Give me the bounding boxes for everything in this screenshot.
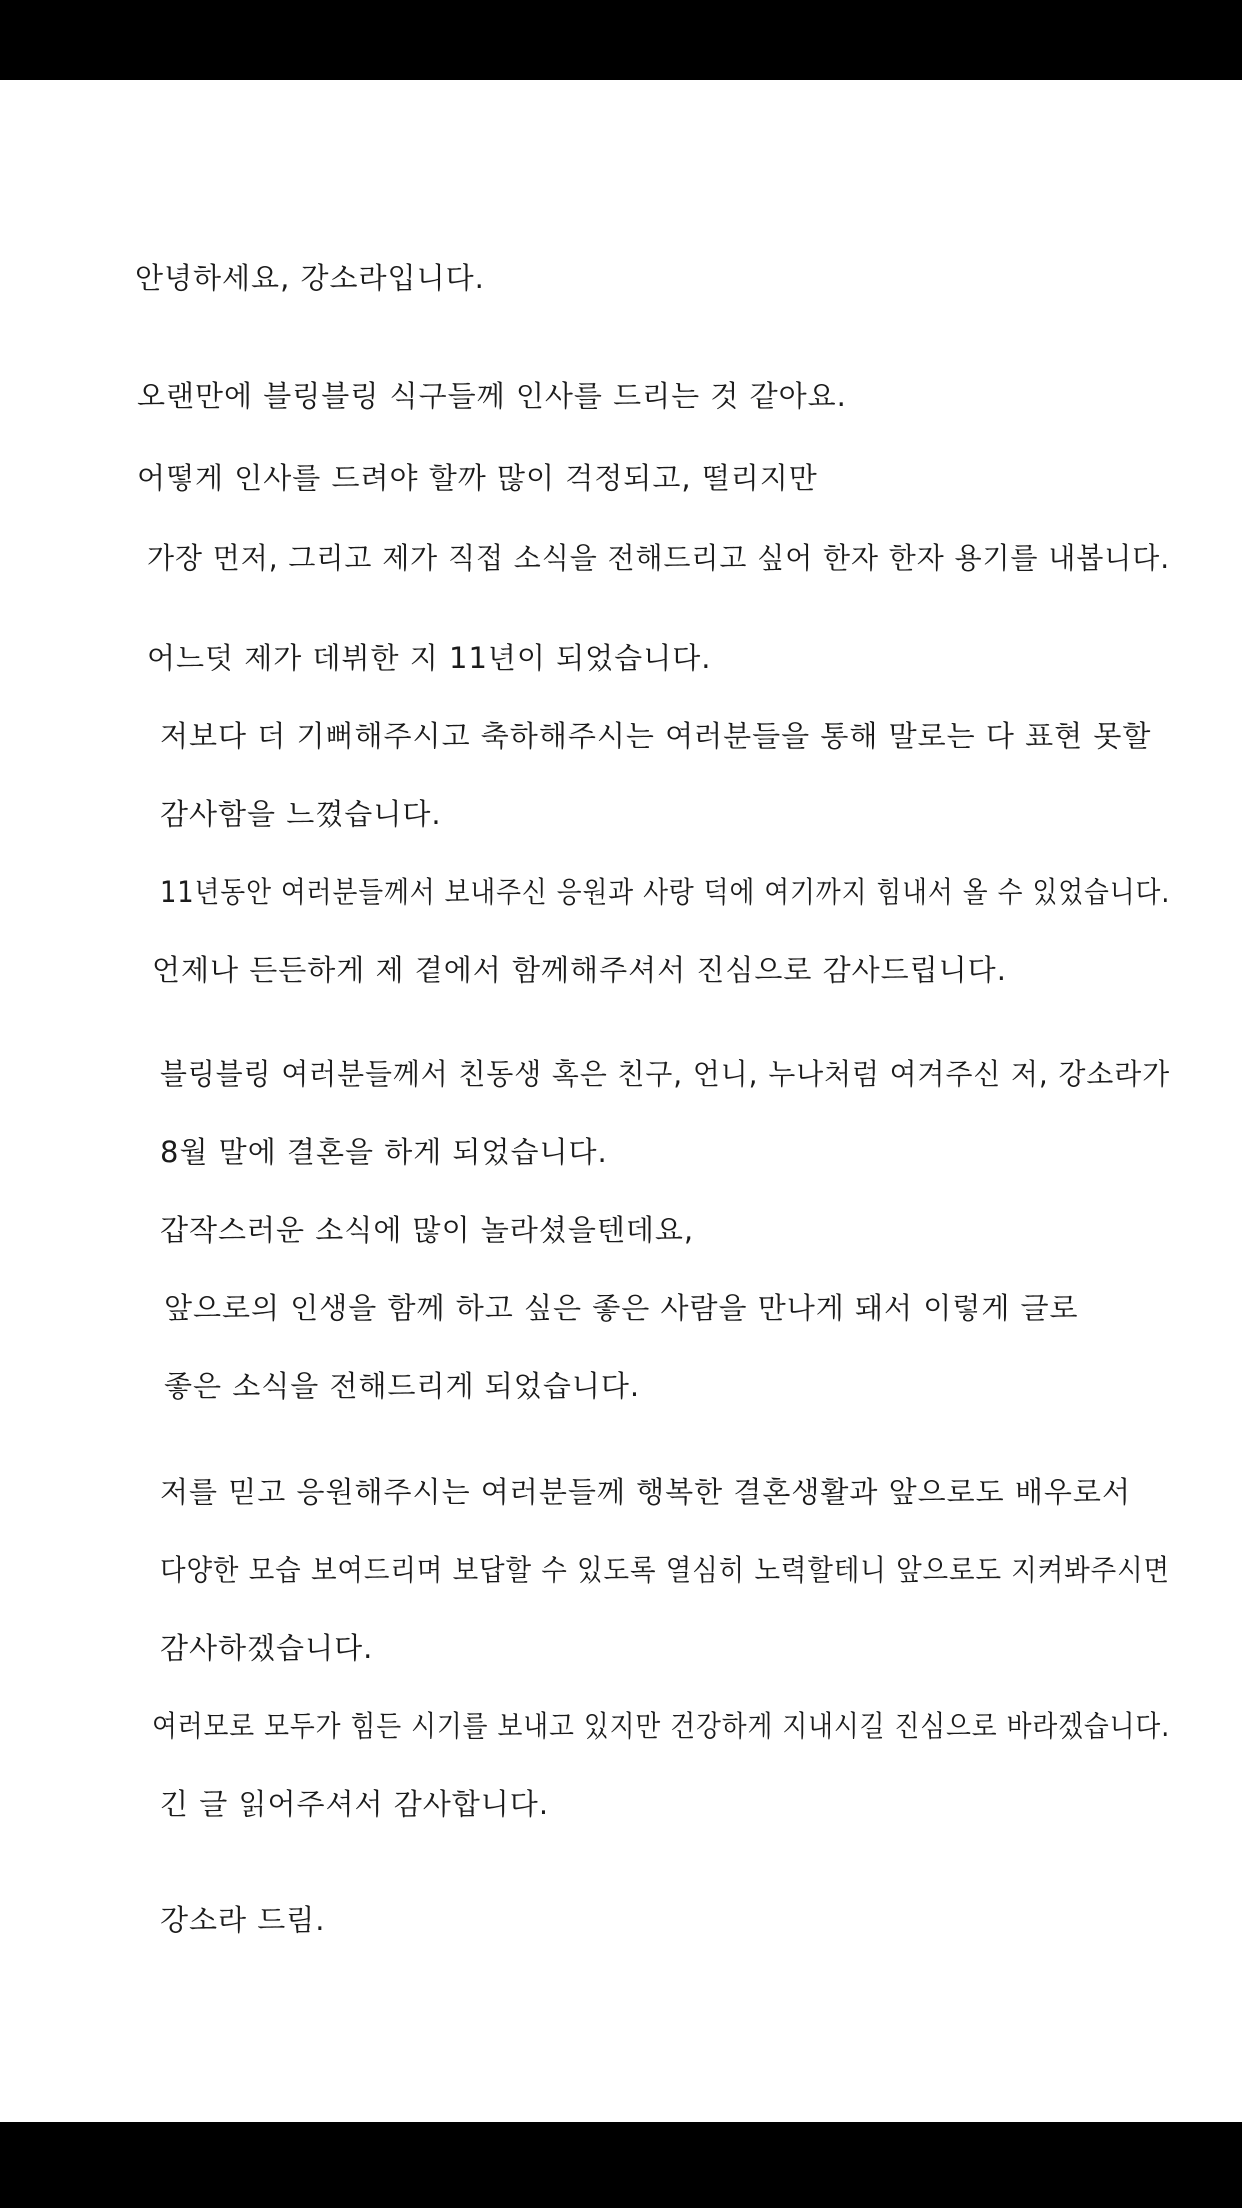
letter-line: 앞으로의 인생을 함께 하고 싶은 좋은 사람을 만나게 돼서 이렇게 글로 — [164, 1291, 1079, 1325]
letter-line: 다양한 모습 보여드리며 보답할 수 있도록 열심히 노력할테니 앞으로도 지켜봐주시면 — [160, 1553, 1171, 1587]
letter-line: 어느덧 제가 데뷔한 지 11년이 되었습니다. — [147, 641, 712, 675]
letter-line: 긴 글 읽어주셔서 감사합니다. — [160, 1787, 550, 1821]
letter-line: 갑작스러운 소식에 많이 놀라셨을텐데요, — [160, 1213, 695, 1247]
letter-line: 저보다 더 기뻐해주시고 축하해주시는 여러분들을 통해 말로는 다 표현 못할 — [160, 719, 1152, 753]
letter-line: 여러모로 모두가 힘든 시기를 보내고 있지만 건강하게 지내시길 진심으로 바라겠습니다. — [152, 1709, 1171, 1743]
top-black-bar — [0, 0, 1242, 80]
letter-line: 좋은 소식을 전해드리게 되었습니다. — [164, 1369, 641, 1403]
letter-line: 언제나 든든하게 제 곁에서 함께해주셔서 진심으로 감사드립니다. — [152, 953, 1007, 987]
letter-line: 가장 먼저, 그리고 제가 직접 소식을 전해드리고 싶어 한자 한자 용기를 내봅니다. — [147, 541, 1171, 575]
letter-line: 감사하겠습니다. — [160, 1631, 374, 1665]
letter-line: 블링블링 여러분들께서 친동생 혹은 친구, 언니, 누나처럼 여겨주신 저, 강소라가 — [160, 1057, 1171, 1091]
handwritten-letter — [0, 80, 1242, 2122]
letter-line: 저를 믿고 응원해주시는 여러분들께 행복한 결혼생활과 앞으로도 배우로서 — [160, 1475, 1131, 1509]
letter-line: 11년동안 여러분들께서 보내주신 응원과 사랑 덕에 여기까지 힘내서 올 수 있었습니다. — [160, 875, 1171, 909]
bottom-black-bar — [0, 2122, 1242, 2208]
letter-line: 어떻게 인사를 드려야 할까 많이 걱정되고, 떨리지만 — [137, 461, 818, 495]
letter-line: 감사함을 느꼈습니다. — [160, 797, 442, 831]
letter-signature: 강소라 드림. — [160, 1903, 326, 1937]
letter-line-greeting: 안녕하세요, 강소라입니다. — [135, 261, 485, 295]
letter-line: 오랜만에 블링블링 식구들께 인사를 드리는 것 같아요. — [137, 379, 847, 413]
letter-line: 8월 말에 결혼을 하게 되었습니다. — [160, 1135, 608, 1169]
